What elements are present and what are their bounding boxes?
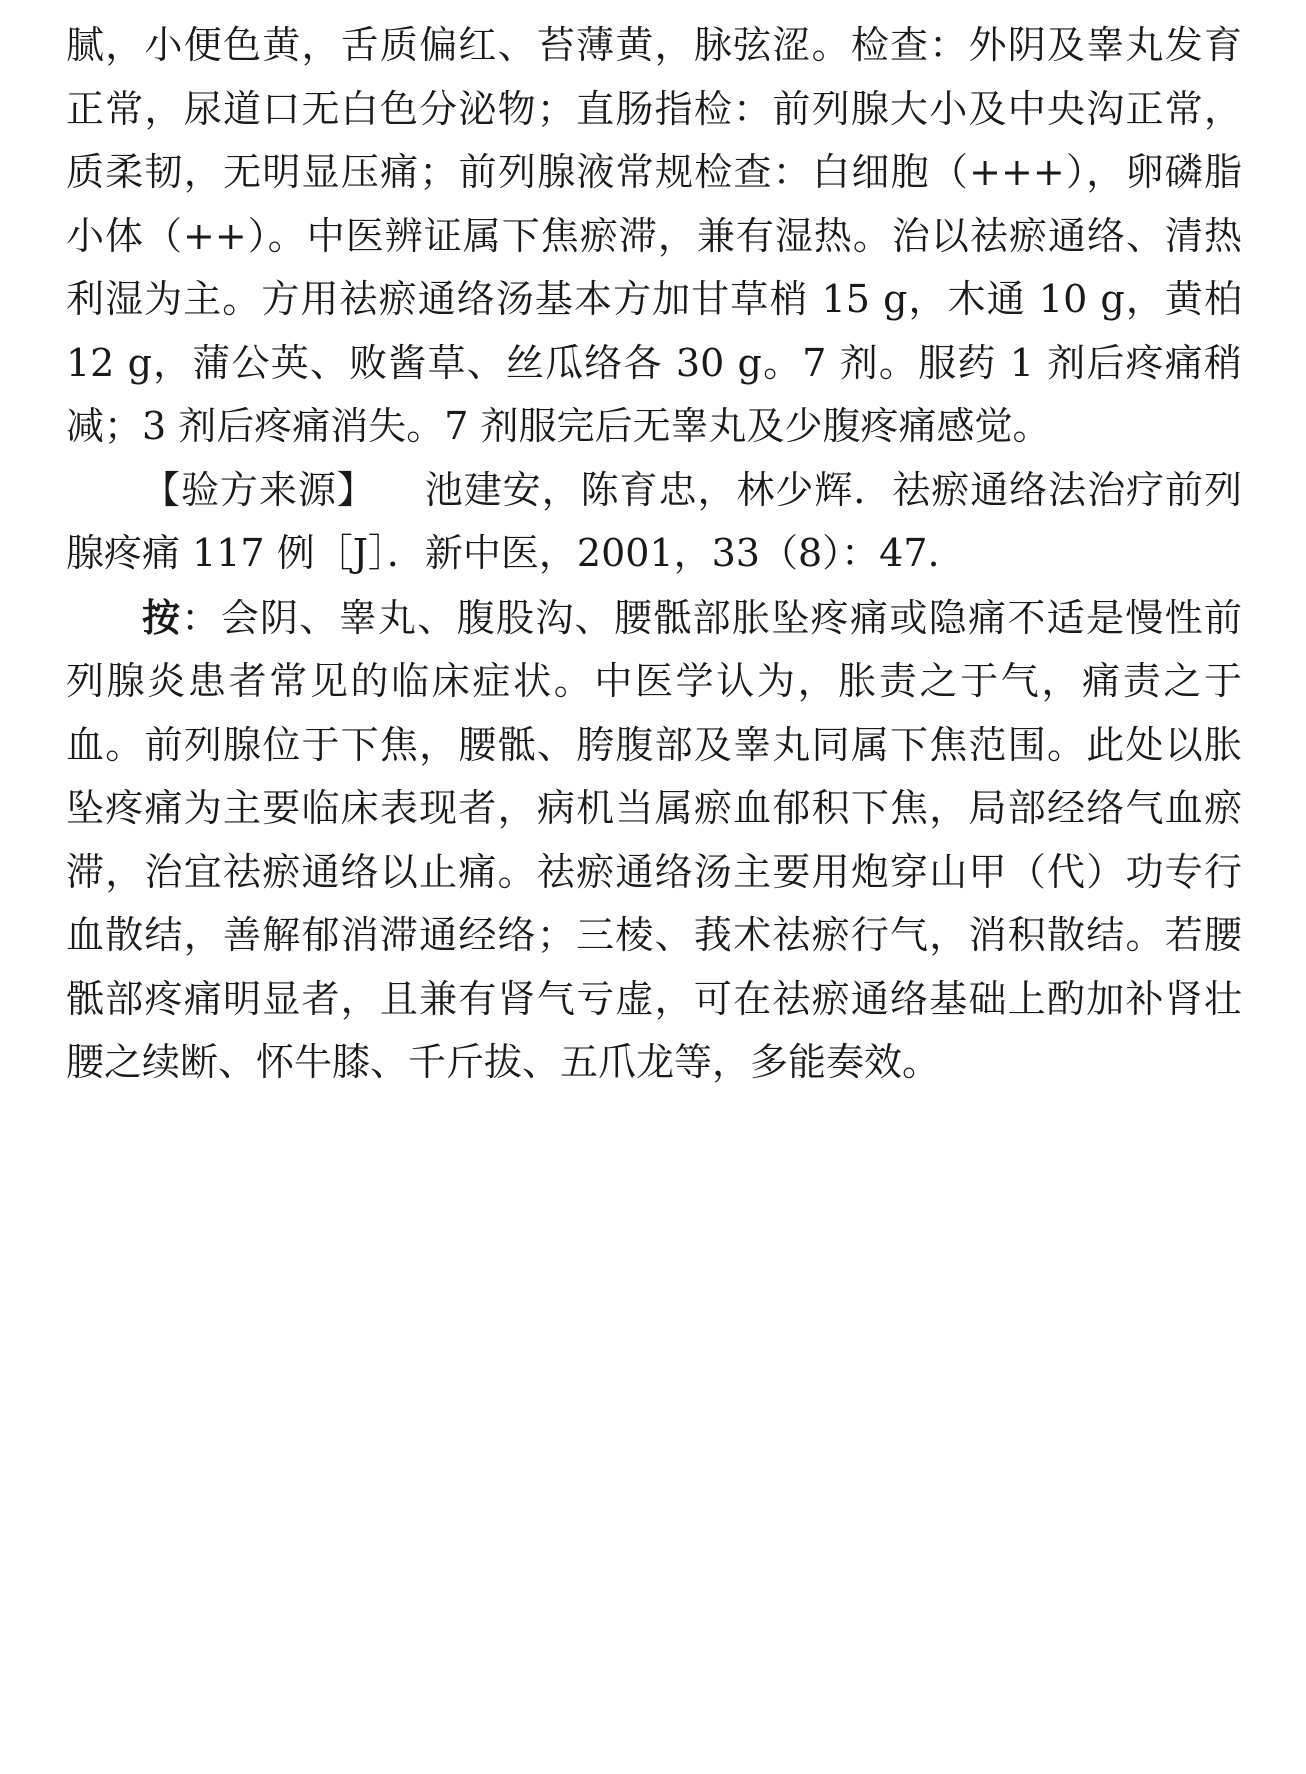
source-label: 【验方来源】 — [142, 467, 376, 512]
source-citation: 池建安，陈育忠，林少辉．祛瘀通络法治疗前列腺疼痛 117 例［J］．新中医，2001，33（8）：47. — [66, 467, 1242, 575]
note-colon: ： — [181, 595, 221, 640]
note-text: 会阴、睾丸、腹股沟、腰骶部胀坠疼痛或隐痛不适是慢性前列腺炎患者常见的临床症状。中医学认为，胀责之于气，痛责之于血。前列腺位于下焦，腰骶、胯腹部及睾丸同属下焦范围。此处以胀坠疼痛为主要临床表现者，病机当属瘀血郁积下焦，局部经络气血瘀滞，治宜祛瘀通络以止痛。祛瘀通络汤主要用炮穿山甲（代）功专行血散结，善解郁消滞通经络；三棱、莪术祛瘀行气，消积散结。若腰骶部疼痛明显者，且兼有肾气亏虚，可在祛瘀通络基础上酌加补肾壮腰之续断、怀牛膝、千斤拔、五爪龙等，多能奏效。 — [66, 595, 1242, 1084]
note-label: 按 — [142, 594, 182, 640]
text-block — [66, 14, 1242, 1095]
case-paragraph — [66, 14, 1242, 459]
note-paragraph — [66, 586, 1242, 1095]
source-paragraph — [66, 459, 1242, 586]
case-text: 腻，小便色黄，舌质偏红、苔薄黄，脉弦涩。检查：外阴及睾丸发育正常，尿道口无白色分泌物；直肠指检：前列腺大小及中央沟正常，质柔韧，无明显压痛；前列腺液常规检查：白细胞（+++），卵磷脂小体（++）。中医辨证属下焦瘀滞，兼有湿热。治以祛瘀通络、清热利湿为主。方用祛瘀通络汤基本方加甘草梢 15 g，木通 10 g，黄柏 12 g，蒲公英、败酱草、丝瓜络各 30 g。7 剂。服药 1 剂后疼痛稍减；3 剂后疼痛消失。7 剂服完后无睾丸及少腹疼痛感觉。 — [66, 23, 1242, 448]
